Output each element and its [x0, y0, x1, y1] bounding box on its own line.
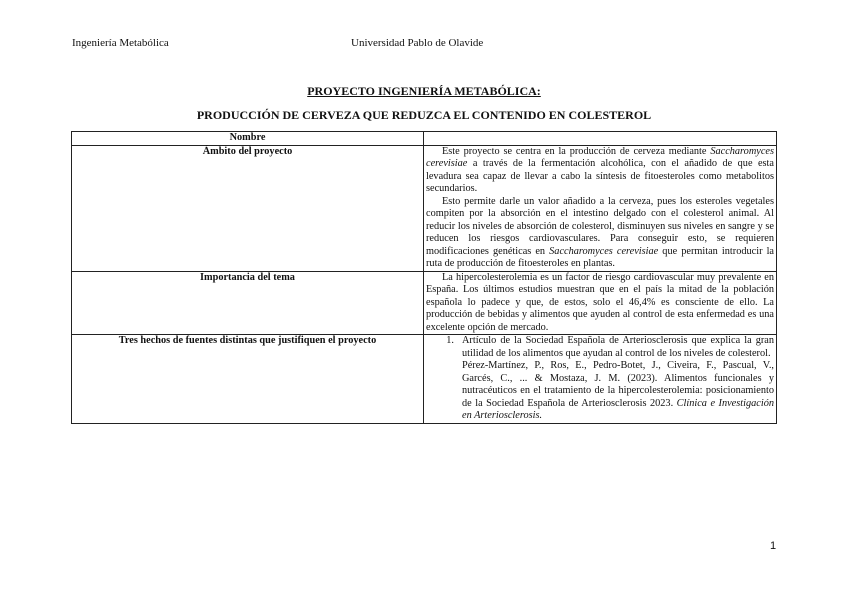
species-name: Saccharomyces cerevisiae — [549, 245, 659, 257]
table-row-importancia — [72, 271, 777, 335]
value-nombre — [424, 132, 777, 146]
header-left: Ingeniería Metabólica — [72, 37, 169, 49]
label-hechos: Tres hechos de fuentes distintas que justifiquen el proyecto — [72, 335, 424, 424]
value-hechos — [424, 335, 777, 424]
table-row-hechos — [72, 335, 777, 424]
project-table — [71, 131, 777, 424]
ambito-paragraph-2: Esto permite darle un valor añadido a la cerveza, pues los esteroles vegetales compiten por la absorción en el intestino delgado con el colesterol animal. Al reducir los niveles de absorción de colesterol, disminuyen sus niveles en sangre y se reducen los riesgos cardiovasculares. Para conseguir esto, se requieren modificaciones genéticas en Saccharomyces cerevisiae que permitan introducir la ruta de producción de fitoesteroles en plantas. — [426, 195, 775, 269]
page-number: 1 — [770, 540, 777, 552]
species-name: Saccharomyces cerevisiae — [426, 145, 774, 169]
reference-citation: Pérez-Martínez, P., Ros, E., Pedro-Botet, J., Civeira, F., Pascual, V., Garcés, C., ... & Mostaza, J. M. (2023). Alimentos funcionales y nutracéuticos en el tratamiento de la hipercolesterolemia: posicionamiento de la Sociedad Española de Arteriosclerosis 2023. Clínica e Investigación en Arteriosclerosis. — [462, 360, 774, 421]
document-subtitle: PRODUCCIÓN DE CERVEZA QUE REDUZCA EL CONTENIDO EN COLESTEROL — [196, 108, 652, 122]
ambito-paragraph-1: Este proyecto se centra en la producción de cerveza mediante Saccharomyces cerevisiae a través de la fermentación alcohólica, con el añadido de que esta levadura sea capaz de llevar a cabo la síntesis de fitoesteroles como metabolitos secundarios. — [426, 145, 774, 194]
value-ambito — [424, 145, 777, 271]
table-row-ambito — [72, 145, 777, 271]
reference-journal: Clínica e Investigación en Arteriosclerosis. — [462, 397, 774, 421]
list-item-text: Artículo de la Sociedad Española de Arteriosclerosis que explica la gran utilidad de los alimentos que ayudan al control de los niveles de colesterol. — [462, 335, 774, 359]
list-item-number: 1. — [446, 335, 454, 346]
header-center: Universidad Pablo de Olavide — [351, 37, 484, 49]
value-importancia — [424, 271, 777, 335]
document-title: PROYECTO INGENIERÍA METABÓLICA: — [307, 84, 541, 98]
list-item — [426, 335, 774, 423]
label-ambito: Ámbito del proyecto — [72, 145, 424, 271]
importancia-paragraph: La hipercolesterolemia es un factor de riesgo cardiovascular muy prevalente en España. Los últimos estudios muestran que en el país la mitad de la población española lo padece y que, de estos, solo el 46,4% es consciente de ello. La producción de bebidas y alimentos que ayuden al control de esta enfermedad es una excelente opción de mercado. — [426, 271, 774, 333]
label-importancia: Importancia del tema — [72, 271, 424, 335]
table-row-nombre — [72, 132, 777, 146]
label-nombre: Nombre — [72, 132, 424, 146]
